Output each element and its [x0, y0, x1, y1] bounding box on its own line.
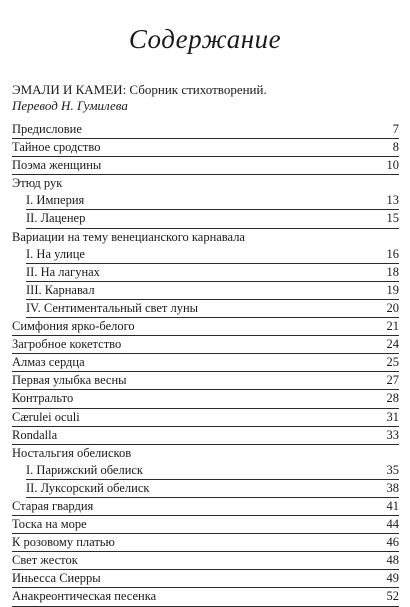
- toc-entry: [12, 390, 399, 408]
- toc-entry-title: Контральто: [12, 391, 74, 406]
- toc-entry: [12, 445, 399, 462]
- toc-entry-title: Этюд рук: [12, 176, 63, 191]
- table-of-contents: [12, 121, 399, 607]
- toc-entry-title: I. На улице: [26, 246, 85, 261]
- toc-entry-page: 46: [386, 535, 399, 550]
- toc-entry-title: IV. Сентиментальный свет луны: [26, 300, 199, 315]
- toc-entry-title: Анакреонтическая песенка: [12, 589, 157, 604]
- toc-entry-page: 33: [386, 427, 399, 442]
- toc-entry-title: III. Карнавал: [26, 282, 95, 297]
- toc-entry: [12, 534, 399, 552]
- translator-credit: Перевод Н. Гумилева: [12, 98, 128, 113]
- toc-entry: [12, 498, 399, 516]
- toc-entry: [12, 427, 399, 445]
- toc-entry: [12, 570, 399, 588]
- toc-entry-page: 10: [386, 158, 399, 173]
- toc-entry: [12, 139, 399, 157]
- toc-entry-page: 48: [386, 553, 399, 568]
- toc-entry-title: Тоска на море: [12, 517, 87, 532]
- toc-entry: [12, 229, 399, 246]
- toc-entry-title: Загробное кокетство: [12, 337, 122, 352]
- toc-entry-title: I. Империя: [26, 193, 85, 208]
- toc-entry-page: 7: [392, 122, 399, 136]
- toc-entry-title: Поэма женщины: [12, 158, 102, 173]
- toc-entry: [12, 175, 399, 192]
- toc-entry-page: 16: [386, 246, 399, 261]
- toc-entry: [26, 282, 399, 300]
- toc-entry-page: 41: [386, 498, 399, 513]
- toc-entry-page: 52: [386, 589, 399, 604]
- toc-entry: [12, 157, 399, 175]
- toc-entry-title: II. Луксорский обелиск: [26, 480, 150, 495]
- toc-entry-title: К розовому платью: [12, 535, 115, 550]
- toc-entry: [12, 318, 399, 336]
- toc-entry-page: 20: [386, 300, 399, 315]
- toc-entry-page: 38: [386, 480, 399, 495]
- book-title: ЭМАЛИ И КАМЕИ: Сборник стихотворений.: [12, 82, 267, 97]
- toc-entry-page: 8: [392, 140, 399, 155]
- toc-entry: [26, 480, 399, 498]
- toc-entry-page: 31: [386, 409, 399, 424]
- toc-entry: [26, 264, 399, 282]
- toc-entry: [26, 192, 399, 210]
- toc-entry-title: II. Лаценер: [26, 211, 86, 226]
- toc-entry-title: Тайное сродство: [12, 140, 101, 155]
- toc-entry-page: 44: [386, 517, 399, 532]
- toc-entry-title: Старая гвардия: [12, 498, 94, 513]
- toc-entry-page: 27: [386, 373, 399, 388]
- toc-entry: [12, 552, 399, 570]
- toc-entry: [12, 588, 399, 606]
- toc-entry-title: Вариации на тему венецианского карнавала: [12, 229, 245, 244]
- toc-entry-page: 28: [386, 391, 399, 406]
- toc-entry: [12, 516, 399, 534]
- toc-entry-page: 15: [386, 211, 399, 226]
- toc-entry-page: 13: [386, 193, 399, 208]
- toc-entry-title: Первая улыбка весны: [12, 373, 127, 388]
- toc-entry-page: 19: [386, 282, 399, 297]
- page-title: Содержание: [128, 24, 282, 54]
- toc-entry: [26, 300, 399, 318]
- toc-entry-page: 35: [386, 462, 399, 477]
- toc-entry: [26, 210, 399, 228]
- toc-entry-title: Ностальгия обелисков: [12, 445, 132, 460]
- toc-entry-page: 49: [386, 571, 399, 586]
- toc-entry-page: 18: [386, 264, 399, 279]
- toc-entry-title: Свет жесток: [12, 553, 78, 568]
- toc-entry: [26, 462, 399, 480]
- toc-entry-title: Предисловие: [12, 122, 82, 136]
- toc-entry-page: 25: [386, 355, 399, 370]
- toc-entry-page: 24: [386, 337, 399, 352]
- toc-entry-title: Rondalla: [12, 427, 58, 442]
- toc-entry: [26, 246, 399, 264]
- toc-entry: [12, 372, 399, 390]
- toc-entry-title: Иньесса Сиерры: [12, 571, 101, 586]
- toc-entry: [12, 354, 399, 372]
- toc-entry-title: Алмаз сердца: [12, 355, 85, 370]
- toc-entry-title: I. Парижский обелиск: [26, 462, 144, 477]
- toc-entry: [12, 409, 399, 427]
- toc-entry: [12, 336, 399, 354]
- toc-entry-title: Cærulei oculi: [12, 409, 80, 424]
- toc-entry-title: Симфония ярко-белого: [12, 319, 135, 334]
- toc-entry-page: 21: [386, 319, 399, 334]
- toc-entry: [12, 121, 399, 139]
- toc-entry-title: II. На лагунах: [26, 264, 100, 279]
